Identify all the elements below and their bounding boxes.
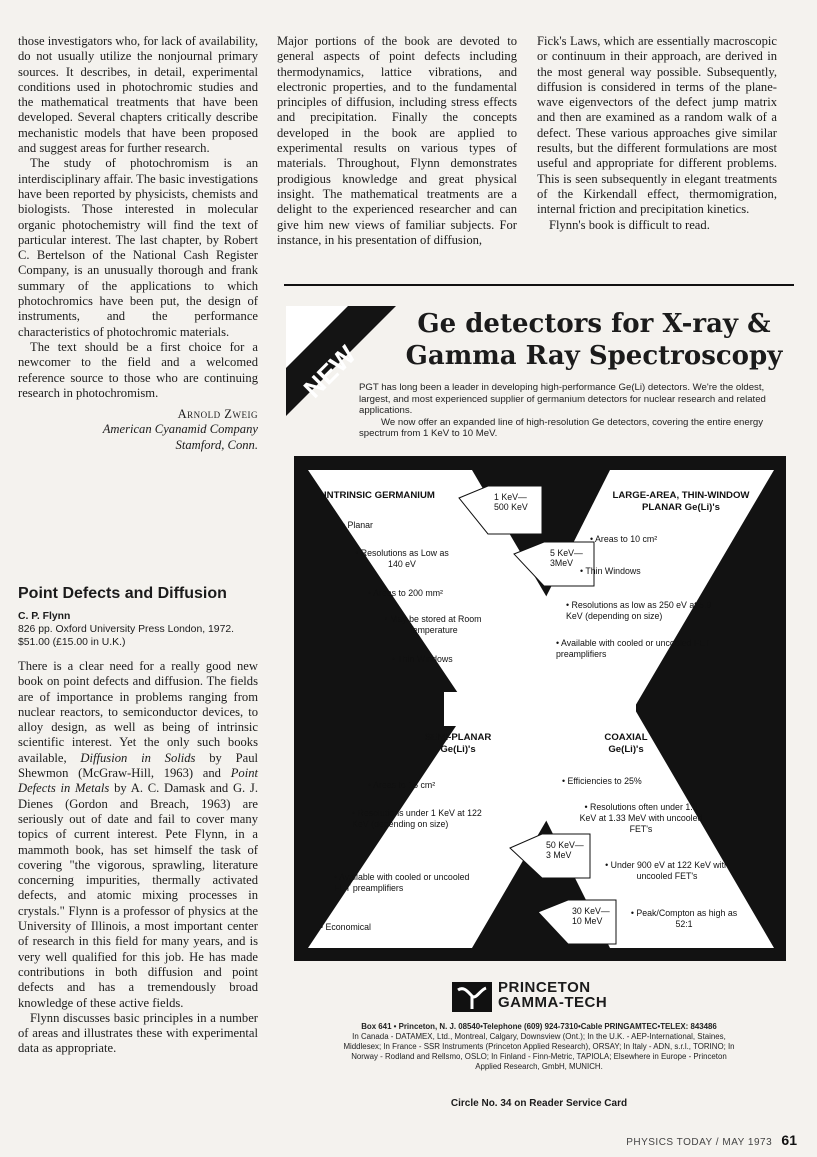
ad-intro-paragraph: We now offer an expanded line of high-resolution Ge detectors, covering the entire energy spectrum from 1 KeV to 10 MeV. [359, 416, 764, 439]
energy-range-label: 30 KeV— 10 MeV [572, 906, 610, 926]
paragraph: those investigators who, for lack of availability, do not usually utilize the nonjournal primary sources. It describes, in detail, experimental conditions used in photochromic studies and the mathematical treatments that have been developed. Several chapters critically describe mechanistic models that have been proposed and suggest areas for further research. [18, 34, 258, 156]
ad-headline-line: Gamma Ray Spectroscopy [405, 341, 783, 371]
book-review [18, 584, 258, 1057]
reviewer-location: Stamford, Conn. [175, 437, 258, 452]
coaxial-heading: COAXIAL Ge(Li)'s [604, 732, 648, 755]
ad-headline [399, 308, 789, 372]
energy-range-label: 1 KeV— 500 KeV [494, 492, 528, 512]
company-name-line: GAMMA-TECH [498, 994, 608, 1011]
feature-item: • Efficiencies to 25% [562, 776, 642, 786]
new-badge-text: NEW [297, 339, 362, 404]
review-column-2 [277, 34, 517, 248]
review-continuation-column [18, 34, 258, 453]
intrinsic-germanium-heading: INTRINSIC GERMANIUM [324, 490, 435, 501]
advertisement [284, 284, 794, 1116]
book-meta [18, 610, 258, 649]
reader-service-note: Circle No. 34 on Reader Service Card [450, 1098, 628, 1109]
energy-range-label: 5 KeV— 3MeV [550, 548, 583, 568]
ad-intro [359, 382, 779, 440]
paragraph: Fick's Laws, which are essentially macroscopic or continuum in their approach, are derived in the most general way possible. Subsequently, diffusion is considered in terms of the plane-wave eigenvectors of the defect jump matrix and then are examined as a random walk of a defect. These various approaches give similar results, but the different formulations are most useful and appropriate for different problems. This is seen subsequently in elegant treatments of the Kirkendall effect, thermomigration, internal friction and precipitation kinetics. [537, 34, 777, 217]
reviewer-affiliation: American Cyanamid Company [102, 422, 258, 437]
review-title: Point Defects and Diffusion [18, 585, 227, 602]
feature-item: • Resolutions often under 1.8 KeV at 1.33 MeV with uncooled FET's [579, 802, 703, 834]
paragraph: Flynn's book is difficult to read. [549, 217, 710, 232]
page-number: 61 [781, 1132, 797, 1148]
review-column-3 [537, 34, 777, 233]
paragraph: The study of photochromism is an interdisciplinary affair. The basic investigations have been reported by physicists, chemists and biologists. Those interested in molecular organic photochemistry will find the text of particular interest. The last chapter, by Robert C. Bertelson of the National Cash Register Company, is an unusually thorough and frank summary of the applications to which photochromics have been put, the design of instruments, and the performance characteristics of photochromic materials. [18, 156, 258, 339]
paragraph: There is a clear need for a really good new book on point defects and diffusion. The fields are of importance in problems ranging from nuclear reactors, to semiconductor devices, to alloy design, as well as being of intrinsic scientific interest. Yet the only such books available, Diffusion in Solids by Paul Shewmon (McGraw-Hill, 1963) and Point Defects in Metals by A. C. Damask and G. J. Dienes (Gordon and Breach, 1963) are seriously out of date and fail to cover many topics of current interest. Pete Flynn, in a mammoth book, has set himself the task of covering "the vigorous, sprawling, literature concerning impurities, thermally activated defects, and atomic mixing processes in crystals." Flynn is a professor of physics at the University of Illinois, a most important center of research in this field for many years, and is very well qualified for this job. He has made contributions in both diffusion and point defects and has a tremendously broad knowledge of these active fields. [18, 659, 259, 1010]
feature-item: • Resolutions as low as 250 eV at 5.9 KeV (depending on size) [566, 600, 712, 621]
company-name [498, 980, 607, 1010]
feature-item: • Economical [320, 922, 371, 932]
ad-intro-paragraph: PGT has long been a leader in developing high-performance Ge(Li) detectors. We're the oldest, largest, and most experienced supplier of germanium detectors for nuclear research and related applications. [359, 382, 766, 416]
feature-item: • Available with cooled or uncooled FET preamplifiers [334, 872, 470, 893]
page-footer [626, 1132, 797, 1148]
feature-item: • Resolutions as Low as 140 eV [355, 548, 449, 569]
reviewer-signature [18, 407, 258, 453]
gamma-logo-icon [452, 982, 492, 1012]
energy-range-label: 50 KeV— 3 MeV [546, 840, 584, 860]
feature-item: • Peak/Compton as high as 52:1 [630, 908, 738, 929]
feature-item: • Areas to 15 cm² [368, 780, 436, 790]
book-author: C. P. Flynn [18, 611, 71, 622]
book-title: Point Defects in Metals [18, 766, 258, 796]
address-main: Box 641 • Princeton, N. J. 08540•Telephone (609) 924-7310•Cable PRINGAMTEC•TELEX: 843486 [361, 1022, 717, 1031]
feature-item: • Thin Windows [580, 566, 641, 576]
feature-item: • Available with cooled or uncooled FET preamplifiers [556, 638, 711, 659]
feature-item: • May be stored at Room Temperature [384, 614, 482, 635]
company-address [284, 1022, 794, 1072]
paragraph: Major portions of the book are devoted to general aspects of point defects including thermodynamics, lattice vibrations, and electronic properties, and to the fundamental principles of diffusion, including stress effects and precipitation. Finally the concepts developed in the book are applied to experimental results on various types of materials. Throughout, Flynn demonstrates prodigious knowledge and great physical insight. The mathematical treatments are a delight to the experienced researcher and can give him new views of familiar subjects. For instance, in his presentation of diffusion, [277, 34, 517, 247]
reviewer-name: Arnold Zweig [177, 407, 258, 422]
princeton-gamma-tech-logo [452, 980, 682, 1016]
semi-planar-heading: SEMI-PLANAR Ge(Li)'s [424, 732, 492, 755]
address-distributors: In Canada - DATAMEX, Ltd., Montreal, Calgary, Downsview (Ont.); In the U.K. - AEP-International, Staines, Middlesex; In France - SSR Instruments (Princeton Applied Research), ORSAY; In Italy - ADN, s.r.l., TORINO; In Norway - Rodland and Rellsmo, OSLO; In Finland - Finn-Metric, TAPIOLA; Elsewhere in Europe - Princeton Applied Research, GmbH, MUNICH. [343, 1032, 735, 1071]
book-title: Diffusion in Solids [80, 750, 196, 765]
paragraph: The text should be a first choice for a newcomer to the field and a welcomed reference source to those who are continuing research in photochromism. [18, 339, 258, 400]
journal-issue: PHYSICS TODAY / MAY 1973 [626, 1137, 773, 1148]
feature-item: • Areas to 200 mm² [368, 588, 443, 598]
book-publication: 826 pp. Oxford University Press London, 1972. $51.00 (£15.00 in U.K.) [18, 624, 235, 648]
feature-item: • Areas to 10 cm² [590, 534, 658, 544]
feature-item: • Thin Windows [392, 654, 453, 664]
large-area-heading: LARGE-AREA, THIN-WINDOW PLANAR Ge(Li)'s [612, 490, 750, 513]
feature-item: • Under 900 eV at 122 KeV with uncooled FET's [605, 860, 729, 881]
x-diagram [294, 456, 786, 961]
feature-item: • Planar [342, 520, 373, 530]
ad-headline-line: Ge detectors for X-ray & [417, 309, 771, 339]
company-name-line: PRINCETON [498, 979, 591, 996]
feature-item: • Resolutions under 1 KeV at 122 KeV (depending on size) [352, 808, 482, 829]
review-body [18, 659, 258, 1057]
paragraph: Flynn discusses basic principles in a number of areas and illustrates these with experimental data as appropriate. [18, 1010, 258, 1056]
